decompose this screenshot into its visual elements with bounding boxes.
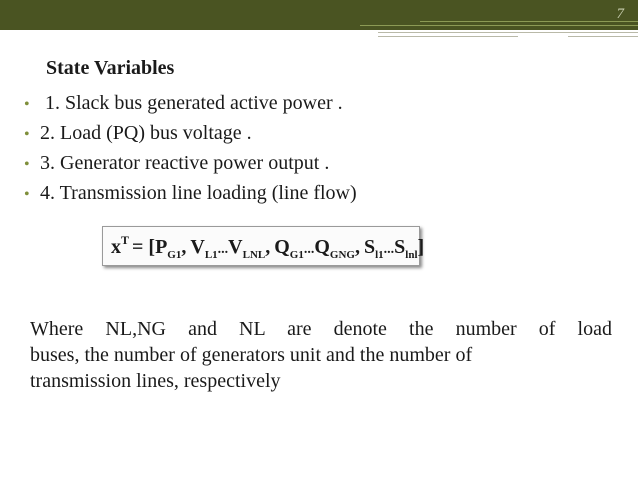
bullet-icon: • [24,156,30,173]
paragraph-line: buses, the number of generators unit and the number of [30,344,473,366]
bullet-icon: • [24,186,30,203]
list-item [24,178,357,208]
bullet-icon: • [24,96,30,113]
bullet-icon: • [24,126,30,143]
list-item-text: 3. Generator reactive power output . [40,152,330,174]
list-item-text: 2. Load (PQ) bus voltage . [40,122,252,144]
decorative-accent-lines [378,30,638,40]
top-banner [0,0,638,30]
list-item-text: 4. Transmission line loading (line flow) [40,182,357,204]
state-vector-formula [102,226,425,266]
svg-text:xT= [PG1,VL1...VLNL,QG1...QGNG: $x^T = [P_{G1}$, $V_{L1}^{...}V_{LNL}$, $Q_{G1}^{...}Q_{GNG}$, $S_{l1}^{...}S_{lnl}$] [111,233,425,261]
list-item [24,148,357,178]
paragraph-line: Where NL,NG and NL are denote the number of load [30,318,612,340]
slide-number: 7 [616,6,624,22]
explanation-paragraph [30,316,612,394]
state-variable-list [24,88,357,208]
list-item-text: 1. Slack bus generated active power . [40,92,343,114]
paragraph-line: transmission lines, respectively [30,370,281,392]
list-item [24,118,357,148]
list-item [24,88,357,118]
section-heading: State Variables [46,57,175,79]
